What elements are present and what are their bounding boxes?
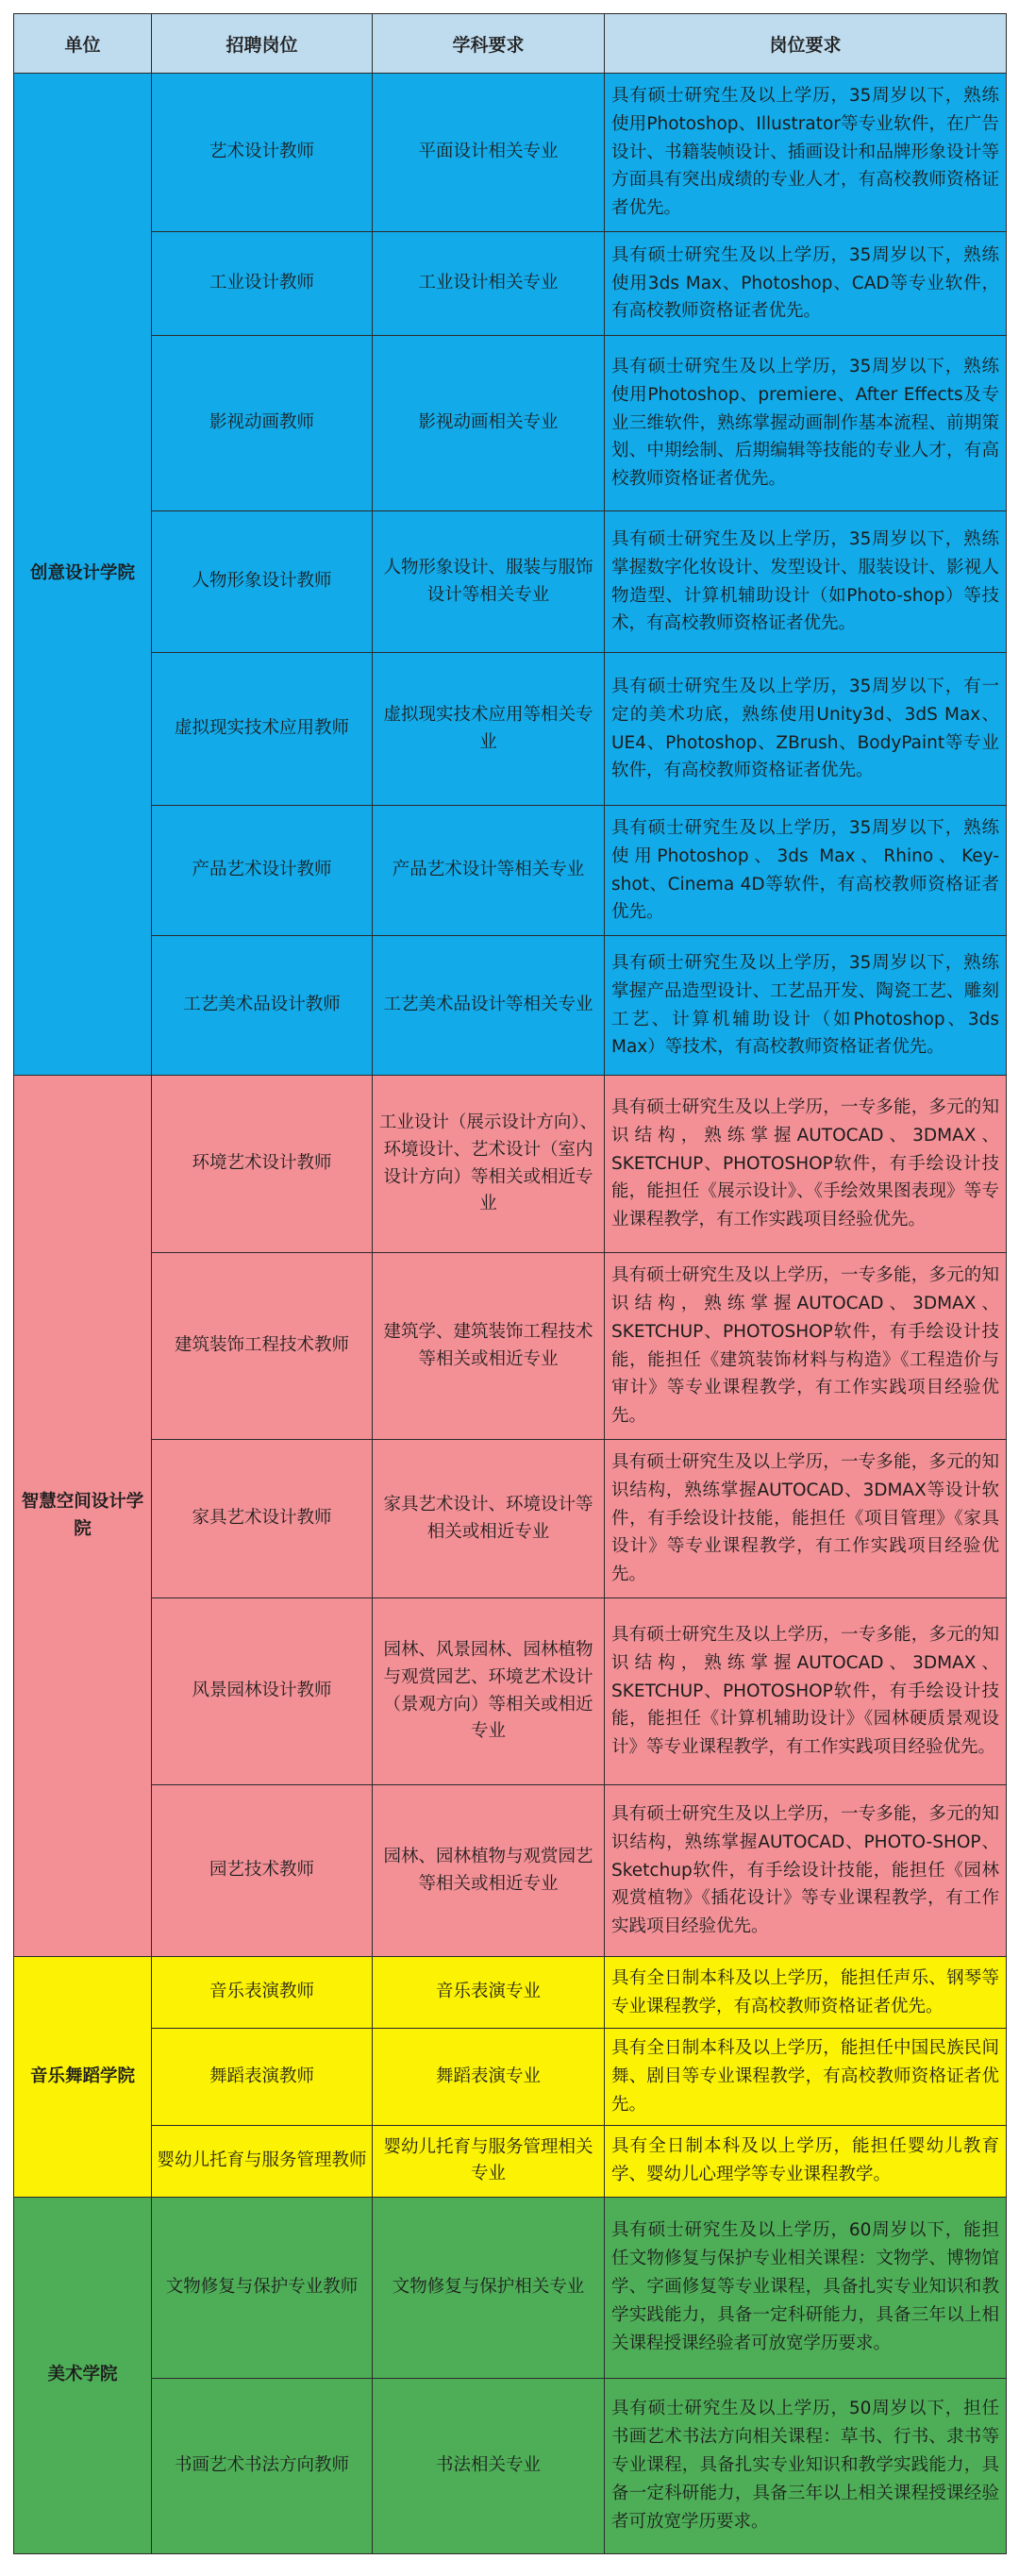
unit-cell: 美术学院: [14, 2197, 152, 2553]
position-cell: 产品艺术设计教师: [152, 806, 373, 936]
requirement-cell: 具有硕士研究生及以上学历，一专多能，多元的知识结构，熟练掌握AUTOCAD、3DMAX、SKETCHUP、PHOTOSHOP软件，有手绘设计技能，能担任《展示设计》、《手绘效果图表现》等专业课程教学，有工作实践项目经验优先。: [605, 1076, 1007, 1253]
requirement-cell: 具有硕士研究生及以上学历，35周岁以下，熟练掌握产品造型设计、工艺品开发、陶瓷工艺、雕刻工艺、计算机辅助设计（如Photoshop、3ds Max）等技术，有高校教师资格证者优先。: [605, 936, 1007, 1076]
subject-cell: 婴幼儿托育与服务管理相关专业: [373, 2125, 605, 2197]
position-cell: 人物形象设计教师: [152, 511, 373, 653]
subject-cell: 工业设计（展示设计方向）、环境设计、艺术设计（室内设计方向）等相关或相近专业: [373, 1076, 605, 1253]
position-cell: 风景园林设计教师: [152, 1598, 373, 1785]
subject-cell: 虚拟现实技术应用等相关专业: [373, 653, 605, 806]
position-cell: 文物修复与保护专业教师: [152, 2197, 373, 2378]
position-cell: 环境艺术设计教师: [152, 1076, 373, 1253]
table-row: [14, 74, 1007, 232]
position-cell: 建筑装饰工程技术教师: [152, 1253, 373, 1440]
table-row: [14, 653, 1007, 806]
requirement-cell: 具有硕士研究生及以上学历，60周岁以下，能担任文物修复与保护专业相关课程：文物学、博物馆学、字画修复等专业课程，具备扎实专业知识和教学实践能力，具备一定科研能力，具备三年以上相关课程授课经验者可放宽学历要求。: [605, 2197, 1007, 2378]
table-row: [14, 336, 1007, 511]
table-row: [14, 1957, 1007, 2029]
subject-cell: 工艺美术品设计等相关专业: [373, 936, 605, 1076]
table-row: [14, 511, 1007, 653]
subject-cell: 园林、园林植物与观赏园艺等相关或相近专业: [373, 1785, 605, 1957]
position-cell: 工艺美术品设计教师: [152, 936, 373, 1076]
requirement-cell: 具有硕士研究生及以上学历，一专多能，多元的知识结构，熟练掌握AUTOCAD、3DMAX、SKETCHUP、PHOTOSHOP软件，有手绘设计技能，能担任《计算机辅助设计》《园林硬质景观设计》等专业课程教学，有工作实践项目经验优先。: [605, 1598, 1007, 1785]
subject-cell: 音乐表演专业: [373, 1957, 605, 2029]
position-cell: 婴幼儿托育与服务管理教师: [152, 2125, 373, 2197]
requirement-cell: 具有硕士研究生及以上学历，35周岁以下，熟练使用3ds Max、Photoshop、CAD等专业软件，有高校教师资格证者优先。: [605, 232, 1007, 336]
recruitment-table-sheet: [13, 13, 1006, 2554]
subject-cell: 舞蹈表演专业: [373, 2029, 605, 2126]
table-row: [14, 2197, 1007, 2378]
table-row: [14, 232, 1007, 336]
requirement-cell: 具有硕士研究生及以上学历，35周岁以下，熟练使用Photoshop、premiere、After Effects及专业三维软件，熟练掌握动画制作基本流程、前期策划、中期绘制、后期编辑等技能的专业人才，有高校教师资格证者优先。: [605, 336, 1007, 511]
subject-cell: 平面设计相关专业: [373, 74, 605, 232]
subject-cell: 工业设计相关专业: [373, 232, 605, 336]
unit-cell: 智慧空间设计学院: [14, 1076, 152, 1957]
header-requirement: 岗位要求: [605, 14, 1007, 74]
table-row: [14, 806, 1007, 936]
requirement-cell: 具有硕士研究生及以上学历，一专多能，多元的知识结构，熟练掌握AUTOCAD、3DMAX等设计软件，有手绘设计技能，能担任《项目管理》《家具设计》等专业课程教学，有工作实践项目经验优先。: [605, 1440, 1007, 1598]
header-position: 招聘岗位: [152, 14, 373, 74]
table-row: [14, 1785, 1007, 1957]
subject-cell: 文物修复与保护相关专业: [373, 2197, 605, 2378]
unit-cell: 创意设计学院: [14, 74, 152, 1076]
requirement-cell: 具有硕士研究生及以上学历，50周岁以下，担任书画艺术书法方向相关课程：草书、行书、隶书等专业课程，具备扎实专业知识和教学实践能力，具备一定科研能力，具备三年以上相关课程授课经验者可放宽学历要求。: [605, 2378, 1007, 2553]
subject-cell: 园林、风景园林、园林植物与观赏园艺、环境艺术设计（景观方向）等相关或相近专业: [373, 1598, 605, 1785]
position-cell: 艺术设计教师: [152, 74, 373, 232]
requirement-cell: 具有硕士研究生及以上学历，35周岁以下，有一定的美术功底，熟练使用Unity3d、3dS Max、UE4、Photoshop、ZBrush、BodyPaint等专业软件，有高校教师资格证者优先。: [605, 653, 1007, 806]
subject-cell: 人物形象设计、服装与服饰设计等相关专业: [373, 511, 605, 653]
requirement-cell: 具有硕士研究生及以上学历，一专多能，多元的知识结构，熟练掌握AUTOCAD、3DMAX、SKETCHUP、PHOTOSHOP软件，有手绘设计技能，能担任《建筑装饰材料与构造》《工程造价与审计》等专业课程教学，有工作实践项目经验优先。: [605, 1253, 1007, 1440]
unit-cell: 音乐舞蹈学院: [14, 1957, 152, 2198]
subject-cell: 家具艺术设计、环境设计等相关或相近专业: [373, 1440, 605, 1598]
requirement-cell: 具有全日制本科及以上学历，能担任婴幼儿教育学、婴幼儿心理学等专业课程教学。: [605, 2125, 1007, 2197]
table-row: [14, 1598, 1007, 1785]
recruitment-table: [13, 13, 1007, 2554]
table-row: [14, 2378, 1007, 2553]
subject-cell: 建筑学、建筑装饰工程技术等相关或相近专业: [373, 1253, 605, 1440]
table-row: [14, 1253, 1007, 1440]
table-row: [14, 2029, 1007, 2126]
table-header-row: [14, 14, 1007, 74]
position-cell: 书画艺术书法方向教师: [152, 2378, 373, 2553]
position-cell: 家具艺术设计教师: [152, 1440, 373, 1598]
subject-cell: 书法相关专业: [373, 2378, 605, 2553]
header-unit: 单位: [14, 14, 152, 74]
position-cell: 园艺技术教师: [152, 1785, 373, 1957]
requirement-cell: 具有全日制本科及以上学历，能担任中国民族民间舞、剧目等专业课程教学，有高校教师资格证者优先。: [605, 2029, 1007, 2126]
position-cell: 舞蹈表演教师: [152, 2029, 373, 2126]
table-row: [14, 2125, 1007, 2197]
header-subject: 学科要求: [373, 14, 605, 74]
requirement-cell: 具有硕士研究生及以上学历，35周岁以下，熟练使用Photoshop、3ds Max、Rhino、Key-shot、Cinema 4D等软件，有高校教师资格证者优先。: [605, 806, 1007, 936]
requirement-cell: 具有硕士研究生及以上学历，35周岁以下，熟练使用Photoshop、Illustrator等专业软件，在广告设计、书籍装帧设计、插画设计和品牌形象设计等方面具有突出成绩的专业人才，有高校教师资格证者优先。: [605, 74, 1007, 232]
position-cell: 工业设计教师: [152, 232, 373, 336]
requirement-cell: 具有全日制本科及以上学历，能担任声乐、钢琴等专业课程教学，有高校教师资格证者优先。: [605, 1957, 1007, 2029]
subject-cell: 产品艺术设计等相关专业: [373, 806, 605, 936]
position-cell: 音乐表演教师: [152, 1957, 373, 2029]
position-cell: 虚拟现实技术应用教师: [152, 653, 373, 806]
requirement-cell: 具有硕士研究生及以上学历，35周岁以下，熟练掌握数字化妆设计、发型设计、服装设计、影视人物造型、计算机辅助设计（如Photo-shop）等技术，有高校教师资格证者优先。: [605, 511, 1007, 653]
table-row: [14, 1076, 1007, 1253]
subject-cell: 影视动画相关专业: [373, 336, 605, 511]
position-cell: 影视动画教师: [152, 336, 373, 511]
table-row: [14, 1440, 1007, 1598]
requirement-cell: 具有硕士研究生及以上学历，一专多能，多元的知识结构，熟练掌握AUTOCAD、PHOTO-SHOP、Sketchup软件，有手绘设计技能，能担任《园林观赏植物》《插花设计》等专业课程教学，有工作实践项目经验优先。: [605, 1785, 1007, 1957]
table-row: [14, 936, 1007, 1076]
